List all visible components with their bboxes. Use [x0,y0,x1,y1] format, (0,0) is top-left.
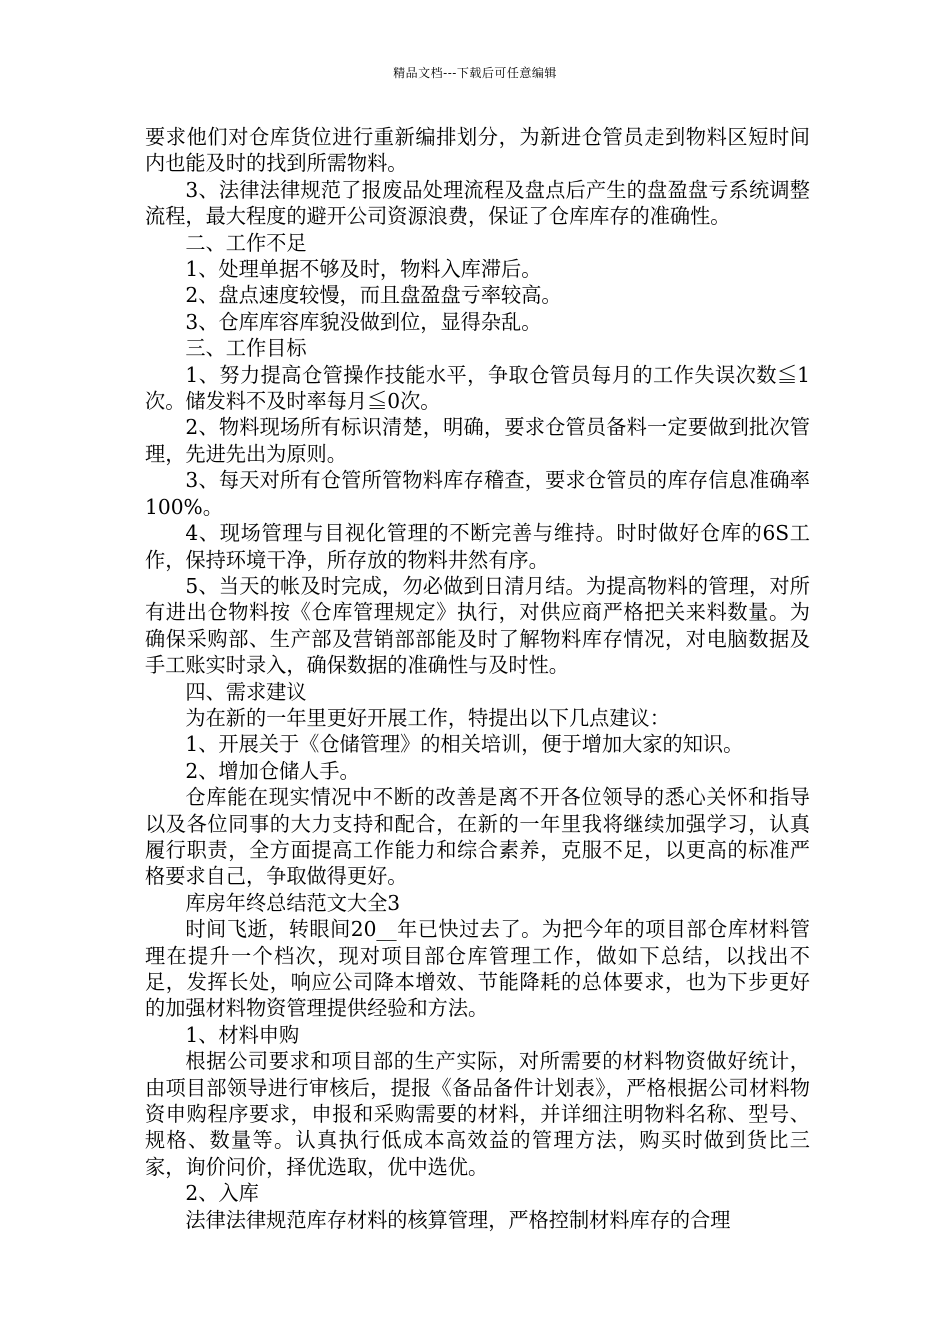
document-body [145,124,810,1233]
paragraph: 3、仓库库容库貌没做到位，显得杂乱。 [185,309,542,334]
paragraph: 1、开展关于《仓储管理》的相关培训，便于增加大家的知识。 [185,732,744,757]
paragraph: 根据公司要求和项目部的生产实际，对所需要的材料物资做好统计，由项目部领导进行审核后，提报《备品备件计划表》，严格根据公司材料物资申购程序要求，申报和采购需要的材料，并详细注明物料名称、型号、规格、数量等。认真执行低成本高效益的管理方法，购买时做到货比三家，询价问价，择优选取，优中选优。 [145,1049,810,1179]
paragraph: 库房年终总结范文大全3 [185,890,401,915]
paragraph: 2、入库 [185,1181,259,1206]
paragraph: 要求他们对仓库货位进行重新编排划分，为新进仓管员走到物料区短时间内也能及时的找到所需物料。 [145,125,810,176]
paragraph: 2、增加仓储人手。 [185,758,360,783]
paragraph: 1、材料申购 [185,1022,300,1047]
paragraph: 二、工作不足 [185,230,307,255]
paragraph: 为在新的一年里更好开展工作，特提出以下几点建议： [185,705,670,730]
paragraph: 3、每天对所有仓管所管物料库存稽查，要求仓管员的库存信息准确率100%。 [145,468,810,519]
paragraph: 2、物料现场所有标识清楚，明确，要求仓管员备料一定要做到批次管理，先进先出为原则。 [145,415,810,466]
paragraph: 5、当天的帐及时完成，勿必做到日清月结。为提高物料的管理，对所有进出仓物料按《仓库管理规定》执行，对供应商严格把关来料数量。为确保采购部、生产部及营销部部能及时了解物料库存情况，对电脑数据及手工账实时录入，确保数据的准确性与及时性。 [145,573,810,678]
paragraph: 1、努力提高仓管操作技能水平，争取仓管员每月的工作失误次数≦1次。储发料不及时率每月≦0次。 [145,362,810,414]
paragraph: 仓库能在现实情况中不断的改善是离不开各位领导的悉心关怀和指导以及各位同事的大力支持和配合，在新的一年里我将继续加强学习，认真履行职责，全方面提高工作能力和综合素养，克服不足，以更高的标准严格要求自己，争取做得更好。 [145,785,810,889]
paragraph: 2、盘点速度较慢，而且盘盈盘亏率较高。 [185,283,562,308]
page-header: 精品文档---下载后可任意编辑 [393,66,557,80]
paragraph: 时间飞逝，转眼间20__年已快过去了。为把今年的项目部仓库材料管理在提升一个档次，现对项目部仓库管理工作，做如下总结，以找出不足，发挥长处，响应公司降本增效、节能降耗的总体要求，也为下步更好的加强材料物资管理提供经验和方法。 [145,917,810,1021]
paragraph: 3、法律法律规范了报废品处理流程及盘点后产生的盘盈盘亏系统调整流程，最大程度的避开公司资源浪费，保证了仓库库存的准确性。 [145,177,810,229]
paragraph: 4、现场管理与目视化管理的不断完善与维持。时时做好仓库的6S工作，保持环境干净，所存放的物料井然有序。 [145,521,810,572]
paragraph: 法律法律规范库存材料的核算管理，严格控制材料库存的合理 [185,1207,731,1232]
paragraph: 三、工作目标 [185,336,307,361]
paragraph: 四、需求建议 [185,679,307,704]
paragraph: 1、处理单据不够及时，物料入库滞后。 [185,257,542,282]
